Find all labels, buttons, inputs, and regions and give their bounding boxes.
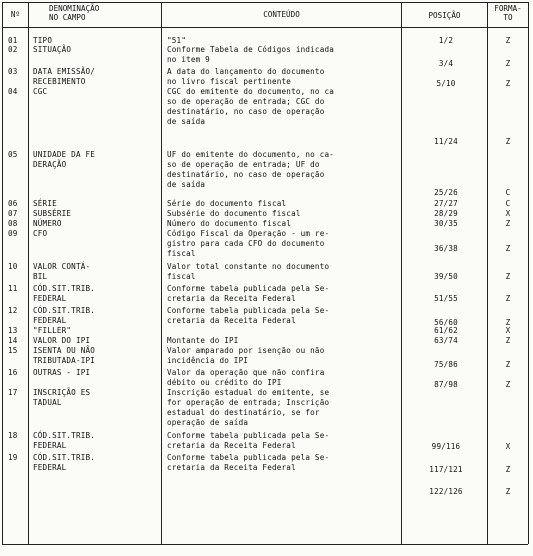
row-format: X xyxy=(505,442,511,451)
row-format: X xyxy=(505,209,511,218)
row-field-name: CÓD.SIT.TRIB. FEDERAL xyxy=(33,431,96,450)
row-field-name: SUBSÉRIE xyxy=(33,209,72,218)
row-content: Inscrição estadual do emitente, se for operação de entrada; Inscrição estadual do destinatário, se for operação de saída xyxy=(167,388,330,427)
table-border-top xyxy=(2,2,528,3)
row-position: 117/121 xyxy=(429,465,463,474)
row-format: Z xyxy=(505,79,511,88)
row-field-name: CGC xyxy=(33,87,48,96)
row-number: 11 xyxy=(8,284,18,293)
row-number: 10 xyxy=(8,262,18,271)
row-field-name: CFO xyxy=(33,229,48,238)
row-format: Z xyxy=(505,294,511,303)
row-number: 18 xyxy=(8,431,18,440)
column-divider xyxy=(161,2,162,544)
row-number: 19 xyxy=(8,453,18,462)
row-format: Z xyxy=(505,36,511,45)
column-divider xyxy=(401,2,402,544)
row-content: Conforme Tabela de Códigos indicada no item 9 xyxy=(167,45,335,64)
row-number: 15 xyxy=(8,346,18,355)
row-content: UF do emitente do documento, no ca- so de operação de entrada; UF do destinatário, no caso de operação de saída xyxy=(167,150,335,189)
row-field-name: SITUAÇÃO xyxy=(33,45,72,54)
row-position: 11/24 xyxy=(434,137,458,146)
row-number: 16 xyxy=(8,368,18,377)
row-field-name: DATA EMISSÃO/ RECEBIMENTO xyxy=(33,67,96,86)
row-position: 3/4 xyxy=(438,59,454,68)
header-content: CONTEÚDO xyxy=(263,10,300,19)
row-position: 5/10 xyxy=(436,79,456,88)
row-position: 63/74 xyxy=(434,336,458,345)
row-number: 13 xyxy=(8,326,18,335)
row-field-name: SÉRIE xyxy=(33,199,57,208)
row-number: 06 xyxy=(8,199,18,208)
row-position: 87/98 xyxy=(434,380,458,389)
row-format: Z xyxy=(505,272,511,281)
row-number: 17 xyxy=(8,388,18,397)
row-content: Valor total constante no documento fiscal xyxy=(167,262,330,281)
row-content: CGC do emitente do documento, no ca so de operação de entrada; CGC do destinatário, no caso de operação de saída xyxy=(167,87,335,126)
row-format: X xyxy=(505,326,511,335)
row-format: Z xyxy=(505,336,511,345)
row-position: 51/55 xyxy=(434,294,458,303)
row-content: Número do documento fiscal xyxy=(167,219,292,228)
row-position: 39/50 xyxy=(434,272,458,281)
row-field-name: NÚMERO xyxy=(33,219,62,228)
row-number: 07 xyxy=(8,209,18,218)
row-field-name: TIPO xyxy=(33,36,53,45)
row-field-name: CÓD.SIT.TRIB. FEDERAL xyxy=(33,306,96,325)
table-border-left xyxy=(2,2,3,544)
table-border-right xyxy=(528,2,529,544)
row-format: Z xyxy=(505,59,511,68)
row-format: Z xyxy=(505,219,511,228)
header-num: Nº xyxy=(10,10,21,19)
header-position: POSIÇÃO xyxy=(428,11,461,20)
row-content: Valor da operação que não confira débito ou crédito do IPI xyxy=(167,368,325,387)
row-field-name: VALOR CONTÁ- BIL xyxy=(33,262,91,281)
row-format: Z xyxy=(505,487,511,496)
row-content: A data do lançamento do documento no livro fiscal pertinente xyxy=(167,67,325,86)
row-content: Conforme tabela publicada pela Se- cretaria da Receita Federal xyxy=(167,306,330,325)
row-position: 27/27 xyxy=(434,199,458,208)
row-number: 02 xyxy=(8,45,18,54)
header-format: FORMA- TO xyxy=(494,4,522,22)
row-number: 05 xyxy=(8,150,18,159)
row-content: Montante do IPI xyxy=(167,336,239,345)
row-content: Conforme tabela publicada pela Se- cretaria da Receita Federal xyxy=(167,284,330,303)
row-content: Código Fiscal da Operação - um re- gistro para cada CFO do documento fiscal xyxy=(167,229,330,258)
row-field-name: UNIDADE DA FE DERAÇÃO xyxy=(33,150,96,169)
row-field-name: CÓD.SIT.TRIB. FEDERAL xyxy=(33,284,96,303)
row-content: Série do documento fiscal xyxy=(167,199,287,208)
row-format: Z xyxy=(505,137,511,146)
row-number: 01 xyxy=(8,36,18,45)
row-position: 30/35 xyxy=(434,219,458,228)
row-number: 08 xyxy=(8,219,18,228)
row-number: 09 xyxy=(8,229,18,238)
row-format: C xyxy=(505,188,511,197)
row-field-name: ISENTA OU NÃO TRIBUTADA-IPI xyxy=(33,346,96,365)
row-number: 03 xyxy=(8,67,18,76)
row-format: Z xyxy=(505,318,511,327)
header-name: DENOMINAÇÃO NO CAMPO xyxy=(49,4,100,22)
row-field-name: OUTRAS - IPI xyxy=(33,368,91,377)
row-format: Z xyxy=(505,360,511,369)
row-field-name: VALOR DO IPI xyxy=(33,336,91,345)
row-number: 14 xyxy=(8,336,18,345)
row-content: Subsérie do documento fiscal xyxy=(167,209,301,218)
row-content: Valor amparado por isenção ou não incidência do IPI xyxy=(167,346,325,365)
row-format: C xyxy=(505,199,511,208)
row-content: Conforme tabela publicada pela Se- cretaria da Receita Federal xyxy=(167,453,330,472)
row-position: 99/116 xyxy=(431,442,461,451)
row-position: 28/29 xyxy=(434,209,458,218)
row-position: 36/38 xyxy=(434,244,458,253)
row-field-name: "FILLER" xyxy=(33,326,72,335)
row-position: 56/60 xyxy=(434,318,458,327)
row-format: Z xyxy=(505,244,511,253)
row-field-name: CÓD.SIT.TRIB. FEDERAL xyxy=(33,453,96,472)
row-format: Z xyxy=(505,380,511,389)
row-number: 12 xyxy=(8,306,18,315)
row-position: 1/2 xyxy=(438,36,454,45)
row-position: 122/126 xyxy=(429,487,463,496)
table-border-bottom xyxy=(2,544,528,545)
row-content: "51" xyxy=(167,36,187,45)
row-position: 25/26 xyxy=(434,188,458,197)
row-field-name: INSCRIÇÃO ES TADUAL xyxy=(33,388,91,407)
column-divider xyxy=(28,2,29,544)
header-divider xyxy=(2,27,528,28)
row-position: 75/86 xyxy=(434,360,458,369)
row-format: Z xyxy=(505,465,511,474)
row-position: 61/62 xyxy=(434,326,458,335)
row-content: Conforme tabela publicada pela Se- cretaria da Receita Federal xyxy=(167,431,330,450)
row-number: 04 xyxy=(8,87,18,96)
